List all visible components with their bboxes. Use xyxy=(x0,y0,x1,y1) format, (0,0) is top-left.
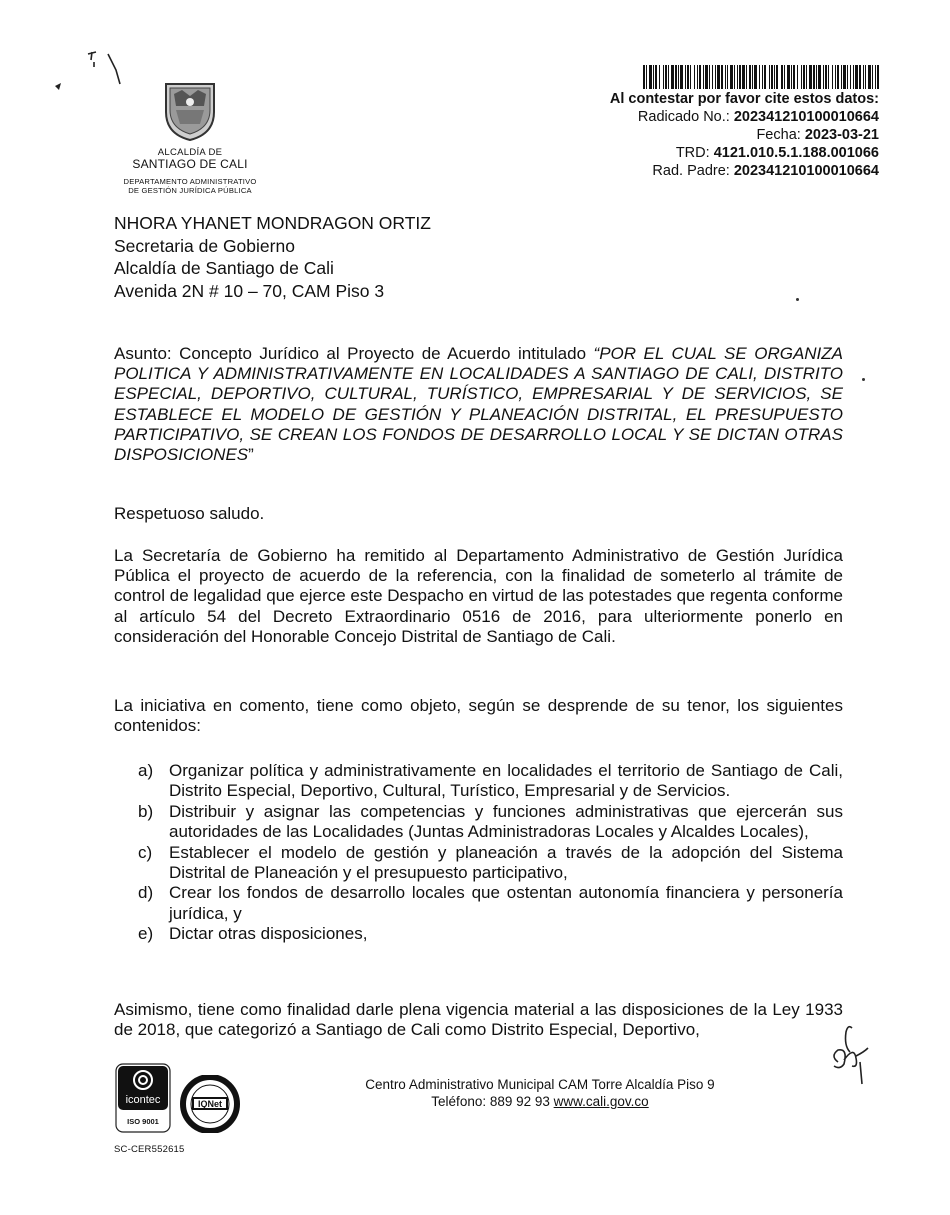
barcode-bar xyxy=(823,65,824,89)
barcode-bar xyxy=(687,65,689,89)
list-marker: d) xyxy=(138,883,154,903)
barcode-bar xyxy=(853,65,854,89)
addressee-block xyxy=(114,212,431,302)
barcode-bar xyxy=(749,65,751,89)
barcode-bar xyxy=(721,65,723,89)
barcode-bar xyxy=(797,65,798,89)
barcode-bar xyxy=(659,65,660,89)
barcode-bar xyxy=(752,65,753,89)
barcode-bar xyxy=(643,65,645,89)
list-marker: c) xyxy=(138,842,153,862)
barcode-bar xyxy=(813,65,815,89)
trd-value: 4121.010.5.1.188.001066 xyxy=(713,145,879,161)
barcode-bar xyxy=(739,65,741,89)
barcode-bar xyxy=(668,65,669,89)
barcode-bar xyxy=(725,65,726,89)
barcode-bar xyxy=(769,65,770,89)
barcode-bar xyxy=(872,65,873,89)
contents-list xyxy=(138,761,843,945)
filing-reference-block xyxy=(610,90,879,180)
barcode-bar xyxy=(646,65,647,89)
barcode-bar xyxy=(699,65,701,89)
list-text: Dictar otras disposiciones, xyxy=(169,924,368,944)
subject-prefix: Asunto: Concepto Jurídico al Proyecto de Acuerdo intitulado xyxy=(114,344,594,363)
barcode-bar xyxy=(828,65,829,89)
barcode-bar xyxy=(663,65,664,89)
list-marker: e) xyxy=(138,924,154,944)
org-department xyxy=(100,177,280,195)
barcode-bar xyxy=(863,65,864,89)
barcode-bar xyxy=(730,65,733,89)
barcode-bar xyxy=(865,65,866,89)
barcode-bar xyxy=(784,65,785,89)
barcode-bar xyxy=(781,65,783,89)
trd-label: TRD: xyxy=(675,145,710,161)
barcode-bar xyxy=(809,65,812,89)
addressee-entity: Alcaldía de Santiago de Cali xyxy=(114,258,334,278)
list-marker: a) xyxy=(138,761,154,780)
barcode-bar xyxy=(678,65,679,89)
iso-label: ISO 9001 xyxy=(127,1117,159,1126)
barcode-bar xyxy=(653,65,654,89)
greeting: Respetuoso saludo. xyxy=(114,504,265,523)
barcode-bar xyxy=(694,65,695,89)
barcode-bar xyxy=(825,65,827,89)
footer-contact xyxy=(290,1094,790,1109)
subject-suffix: ” xyxy=(248,445,254,465)
barcode-bar xyxy=(703,65,704,89)
paragraph-3: Asimismo, tiene como finalidad darle plena vigencia material a las disposiciones de la Ley 1933 de 2018, que categorizó a Santiago de Cali como Distrito Especial, Deportivo, xyxy=(114,1000,843,1040)
barcode-bar xyxy=(859,65,861,89)
barcode-bar xyxy=(877,65,879,89)
barcode-bar xyxy=(671,65,674,89)
speck xyxy=(796,298,799,301)
fecha-value: 2023-03-21 xyxy=(804,127,879,143)
paragraph-1: La Secretaría de Gobierno ha remitido al Departamento Administrativo de Gestión Jurídica Pública el proyecto de acuerdo de la referencia, con la finalidad de someterlo al trámite de control de legalidad que ejerce este Despacho en virtud de las potestades que regenta conforme al artículo 54 del Decreto Extraordinario 0516 de 2016, para ulteriormente ponerlo en consideración del Honorable Concejo Distrital de Santiago de Cali. xyxy=(114,546,843,646)
barcode-bar xyxy=(774,65,775,89)
list-item xyxy=(138,843,843,884)
certificate-code: SC-CER552615 xyxy=(114,1144,185,1155)
barcode-bar xyxy=(847,65,848,89)
fecha-line xyxy=(610,126,879,144)
list-marker: b) xyxy=(138,801,154,821)
barcode-bar xyxy=(835,65,836,89)
barcode-bar xyxy=(754,65,757,89)
radicado-value: 202341210100010664 xyxy=(733,109,879,125)
icontec-logo-icon xyxy=(115,1063,171,1133)
footer-website-link[interactable]: www.cali.gov.co xyxy=(553,1094,649,1109)
org-department-line1: DEPARTAMENTO ADMINISTRATIVO xyxy=(123,177,257,186)
org-name-line1: ALCALDÍA DE xyxy=(157,147,223,158)
barcode-bar xyxy=(685,65,686,89)
subject-paragraph xyxy=(114,344,843,465)
coat-of-arms-icon xyxy=(160,80,220,142)
barcode-bar xyxy=(843,65,846,89)
rad-padre-value: 202341210100010664 xyxy=(733,163,879,179)
barcode-bar xyxy=(868,65,871,89)
iqnet-label: IQNet xyxy=(197,1099,223,1109)
barcode-bar xyxy=(875,65,876,89)
barcode-bar xyxy=(709,65,710,89)
radicado-line xyxy=(610,108,879,126)
paragraph-2: La iniciativa en comento, tiene como objeto, según se desprende de su tenor, los siguientes contenidos: xyxy=(114,696,843,736)
barcode-bar xyxy=(801,65,802,89)
handwritten-mark-icon xyxy=(50,48,130,98)
barcode-bar xyxy=(697,65,698,89)
barcode-bar xyxy=(746,65,747,89)
list-item xyxy=(138,883,843,924)
barcode-bar xyxy=(818,65,821,89)
footer-phone: Teléfono: 889 92 93 xyxy=(431,1094,554,1109)
barcode-bar xyxy=(717,65,720,89)
barcode-bar xyxy=(791,65,792,89)
barcode-icon xyxy=(643,65,879,89)
speck xyxy=(862,378,865,381)
barcode-bar xyxy=(734,65,735,89)
list-item xyxy=(138,802,843,843)
addressee-address: Avenida 2N # 10 – 70, CAM Piso 3 xyxy=(114,280,385,301)
subject-title: “POR EL CUAL SE ORGANIZA POLITICA Y ADMINISTRATIVAMENTE EN LOCALIDADES A SANTIAGO DE CALI, DISTRITO ESPECIAL, DEPORTIVO, CULTURAL, TURÍSTICO, EMPRESARIAL Y DE SERVICIOS, SE ESTABLECE EL MODELO DE GESTIÓN Y PLANEACIÓN DISTRITAL, EL PRESUPUESTO PARTICIPATIVO, SE CREAN LOS FONDOS DE DESARROLLO LOCAL Y SE DICTAN OTRAS DISPOSICIONES xyxy=(114,344,844,465)
barcode-bar xyxy=(793,65,795,89)
barcode-bar xyxy=(737,65,738,89)
barcode-bar xyxy=(705,65,708,89)
barcode-bar xyxy=(806,65,807,89)
footer-address: Centro Administrativo Municipal CAM Torre Alcaldía Piso 9 xyxy=(365,1077,715,1092)
iqnet-logo-icon xyxy=(178,1075,242,1133)
org-name-line2: SANTIAGO DE CALI xyxy=(132,157,248,171)
barcode-bar xyxy=(665,65,667,89)
barcode-bar xyxy=(715,65,716,89)
barcode-bar xyxy=(655,65,657,89)
icontec-label: icontec xyxy=(125,1094,161,1106)
list-text: Establecer el modelo de gestión y planeación a través de la adopción del Sistema Distrital de Planeación y el presupuesto participativo, xyxy=(169,842,843,883)
barcode-bar xyxy=(771,65,773,89)
barcode-bar xyxy=(803,65,805,89)
addressee-role: Secretaria de Gobierno xyxy=(114,235,295,256)
rad-padre-label: Rad. Padre: xyxy=(652,163,730,179)
barcode-bar xyxy=(690,65,691,89)
barcode-bar xyxy=(787,65,790,89)
barcode-bar xyxy=(816,65,817,89)
list-item xyxy=(138,924,843,944)
handwritten-initials-icon xyxy=(826,1022,870,1086)
trd-line xyxy=(610,144,879,162)
list-item xyxy=(138,761,843,802)
org-department-line2: DE GESTIÓN JURÍDICA PÚBLICA xyxy=(128,186,252,195)
barcode-bar xyxy=(649,65,652,89)
barcode-bar xyxy=(841,65,842,89)
barcode-bar xyxy=(855,65,858,89)
barcode-bar xyxy=(712,65,713,89)
barcode-bar xyxy=(675,65,677,89)
rad-padre-line xyxy=(610,162,879,180)
barcode-bar xyxy=(837,65,839,89)
fecha-label: Fecha: xyxy=(756,127,801,143)
barcode-bar xyxy=(762,65,763,89)
barcode-bar xyxy=(832,65,833,89)
barcode-bar xyxy=(742,65,745,89)
addressee-name: NHORA YHANET MONDRAGON ORTIZ xyxy=(114,213,431,233)
cite-title: Al contestar por favor cite estos datos: xyxy=(609,91,879,107)
barcode-bar xyxy=(680,65,683,89)
barcode-bar xyxy=(727,65,728,89)
barcode-bar xyxy=(850,65,851,89)
list-text: Crear los fondos de desarrollo locales que ostentan autonomía financiera y personería jurídica, y xyxy=(169,883,843,923)
radicado-label: Radicado No.: xyxy=(637,109,730,125)
barcode-bar xyxy=(759,65,760,89)
list-text: Distribuir y asignar las competencias y funciones administrativas que ejercerán sus autoridades de las Localidades (Juntas Administradoras Locales y Alcaldes Locales), xyxy=(169,801,843,842)
barcode-bar xyxy=(764,65,766,89)
list-text: Organizar política y administrativamente en localidades el territorio de Santiago de Cali, Distrito Especial, Deportivo, Cultural, Turístico, Empresarial y de Servicios. xyxy=(169,761,843,801)
barcode-bar xyxy=(776,65,778,89)
